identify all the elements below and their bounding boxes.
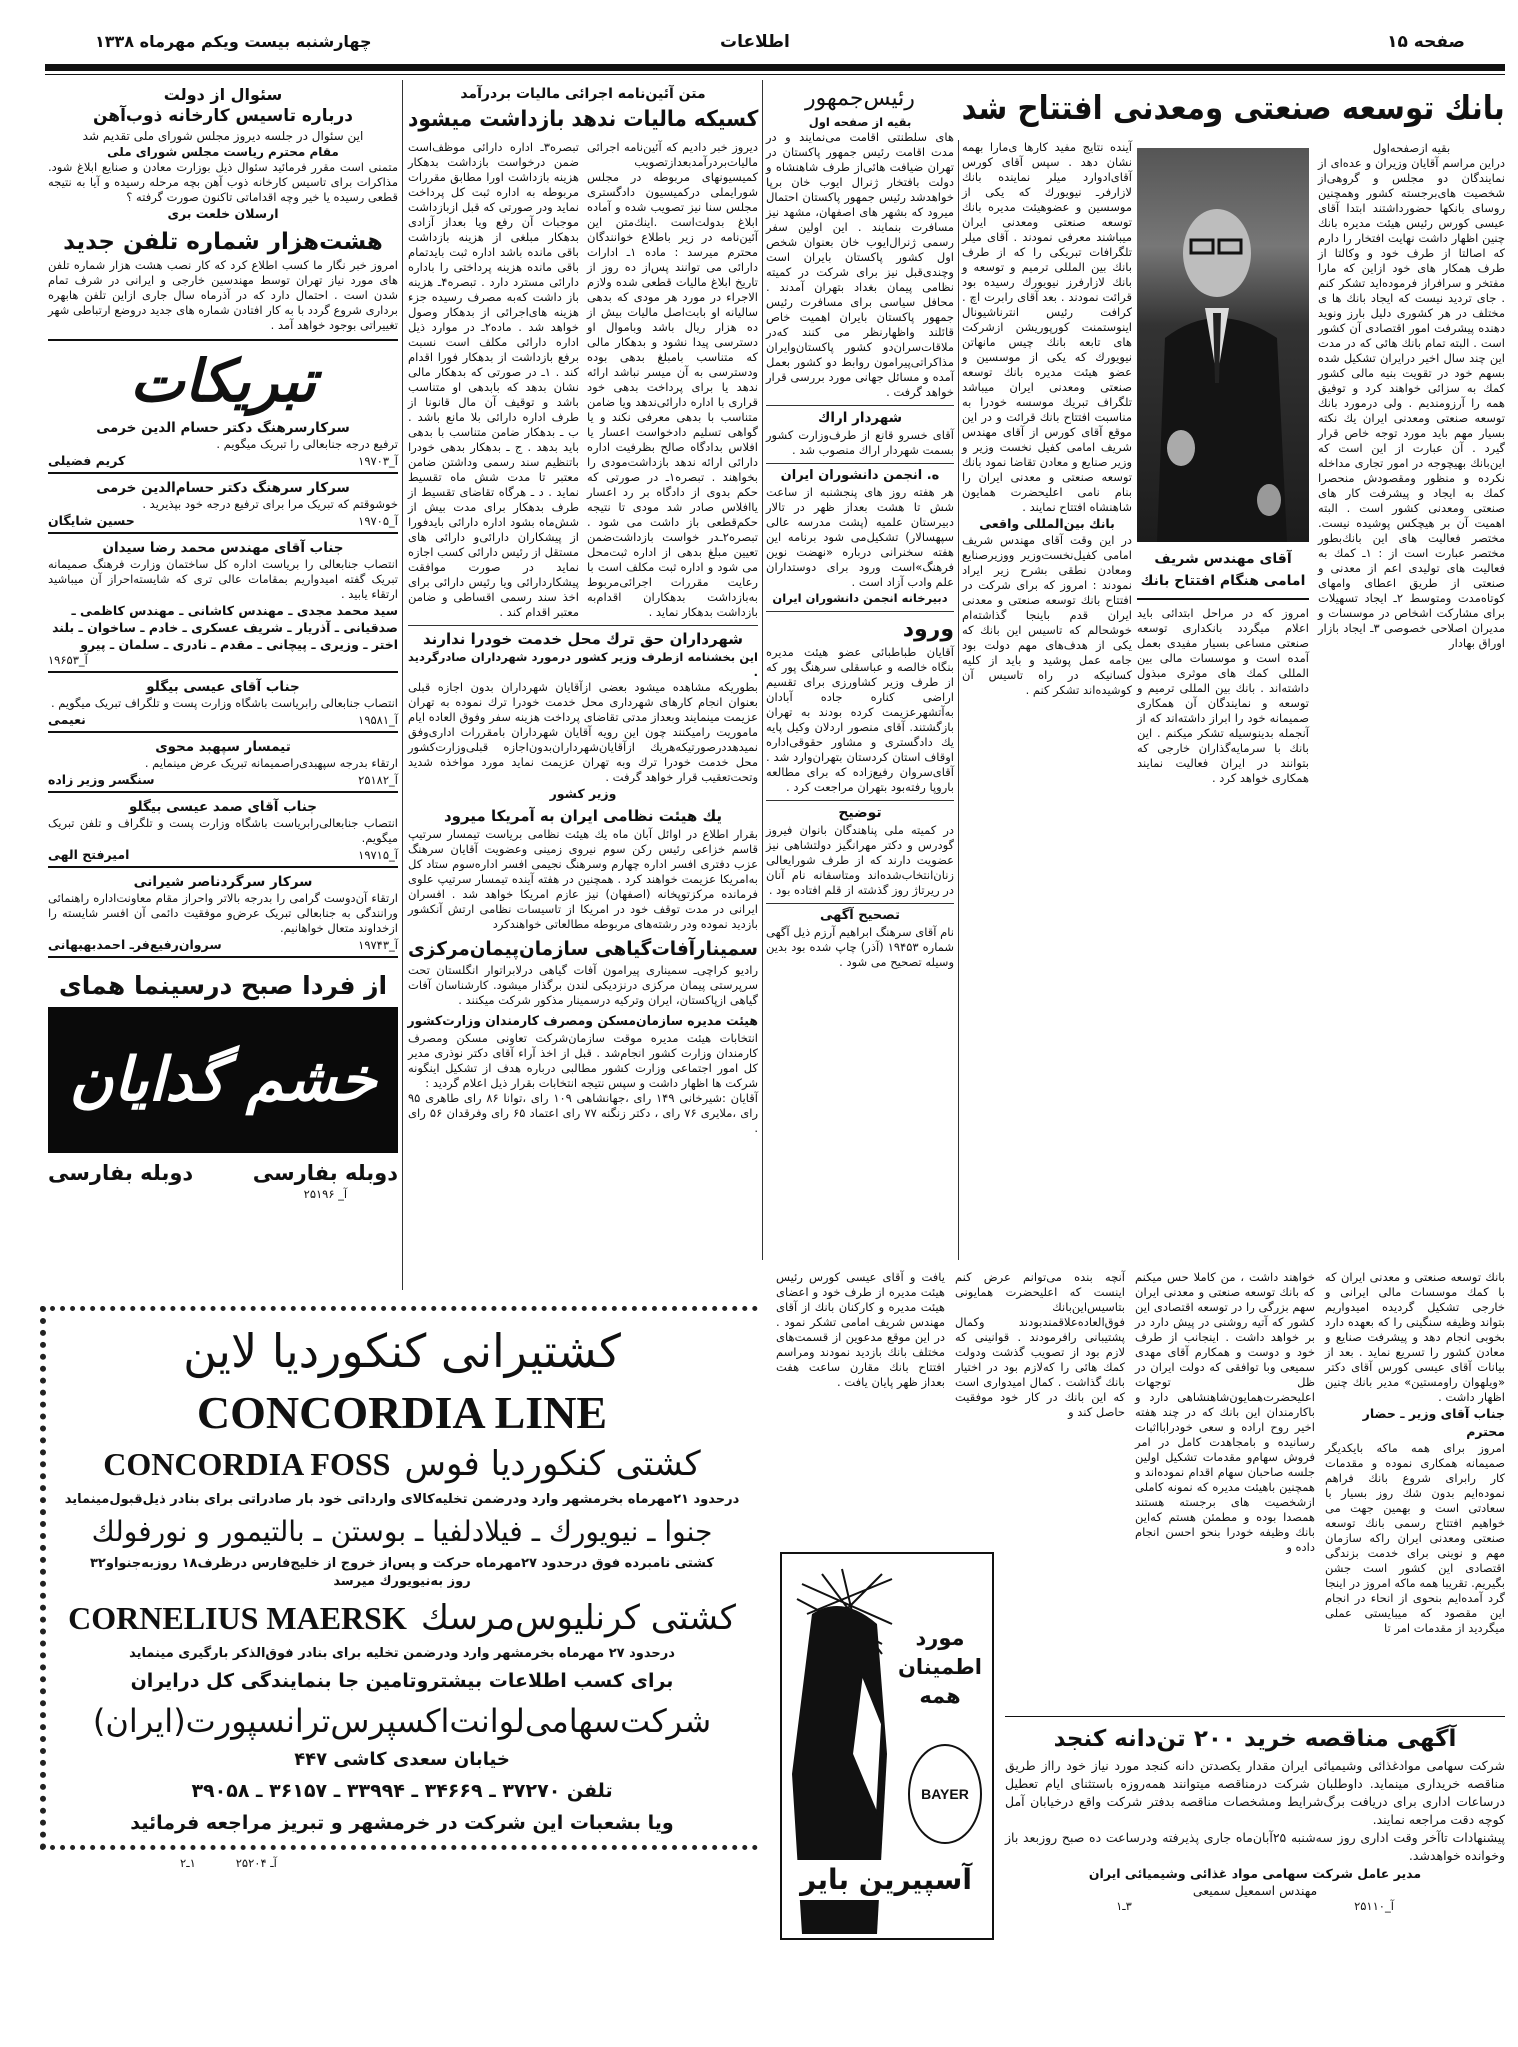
congrats-signature: سید محمد مجدی ـ مهندس کاشانی ـ مهندس کاظمی ـ صدقیانی ـ آذریار ـ شریف عسکری ـ خادم ـ ساخوان ـ بلند اختر ـ وزیری ـ پیچانی ـ مقدم ـ نادری ـ سلمان ـ پیرو — [52, 603, 398, 652]
congrats-signature: کریم فضیلی — [48, 453, 126, 468]
congrats-item — [48, 419, 398, 474]
article-military — [408, 806, 758, 932]
shipping-title-en: CONCORDIA LINE — [196, 1387, 608, 1438]
ad-reference: آ_۲۵۱۱۰ — [1354, 1899, 1394, 1913]
cinema-ad-headline: از فردا صبح درسینما همای — [58, 971, 388, 1000]
agent-phones: تلفن ۳۷۲۷۰ ـ ۳۴۶۶۹ ـ ۳۳۹۹۴ ـ ۳۶۱۵۷ ـ ۳۹۰۵۸ — [191, 1780, 613, 1802]
ship-name-fa: کشتی کرنلیوس‌مرسك — [420, 1598, 736, 1638]
article-signature: وزیر کشور — [549, 786, 617, 801]
newspaper-name: اطلاعات — [720, 32, 790, 52]
bayer-product: آسپیرین بایر — [800, 1863, 972, 1896]
article-body: هر هفته روز های پنجشنبه از ساعت شش تا هشت بعداز ظهر در تالار دبیرستان علمیه (پشت مدرسه عالی سپهسالار) تشکیل‌می شود برنامه این هفته سخنرانی درباره «نهضت نوین فرهنگ»است ورود برای دوستداران علم وادب آزاد است . — [766, 485, 954, 589]
article-seminar — [408, 936, 758, 1008]
article-subhead: جناب آقای وزیر ـ حضار محترم — [1362, 1406, 1505, 1439]
article-body: دیروز خبر دادیم که آئین‌نامه اجرائی مالیات‌بردرآمدبعدازتصویب کمیسیونهای مربوطه در مجلس شورایملی درکمیسیون دادگستری مجلس سنا نیز تصویب شده و آماده ابلاغ بدولت‌است .اینك‌متن این آئین‌نامه در زیر باطلاع خوانندگان محترم میرسد : ماده ۱ـ ادارات دارائی می توانند پس‌از ده روز از تاریخ ابلاغ مالیات قطعی شده ولازم الاجراء در مورد هر مودی که بدهی سالیانه او بابت‌اصل مالیات بیش از ده هزار ریال باشد وباموال او دسترسی پیدا نشود و بدهکار مالی که متناسب بامبلغ بدهی بوده ودسترسی به آن میسر نباشد ارائه ندهد یا برای پرداخت بدهی خود قراری با اداره دارائی‌ندهد ویا ضامن متناسب با بدهی معرفی نکند و یا گواهی تسلیم دادخواست اعسار یا افلاس بدادگاه صالح بظرفیت اداره دارائی ارائه ندهد بازداشت‌مودی را بخواهند . تبصره۱ـ در صورتی که حکم بدوی از دادگاه بر رد اعسار یاافلاس صادر شد مودی تا نتیجه حکم‌قطعی باز داشت می شود . تبصره۲ـدر خواست بازداشت‌ضمن تعیین مبلغ بدهی از اداره ثبت‌محل می شود و اداره ثبت مکلف است با رعایت مقررات اجرائی‌مربوط به‌بازداشت بدهکاران اقدام‌به بازداشت بدهکار نماید . — [587, 140, 759, 619]
issue-date: چهارشنبه بیست ویکم مهرماه ۱۳۳۸ — [95, 32, 372, 51]
ad-reference: ۱ـ۲ — [180, 1856, 196, 1870]
bayer-logo-text: BAYER — [921, 1786, 969, 1802]
cinema-ad — [48, 965, 398, 1202]
article-body: خواهند داشت ، من کاملا حس میکنم که بانك توسعه صنعتی و معدنی ایران سهم بزرگی را در توسعه اقتصادی این کشور که آتیه روشنی در پیش دارد در بر خواهد داشت . اینجانب از طرف خود و دوست و همکارم آقای مهدی سمیعی وبا توافقی که دولت ایران در ظل توجهات اعلیحضرت‌همایون‌شاهنشاهی دارد و باکارمندان این بانك که در چند هفته اخیر روح اراده و سعی خودرابااثبات رسانیده و بامجاهدت کامل در امر فروش سهام‌و مقدمات تشکیل اولین جلسه صاحبان سهام اقدام نموده‌اند و همچنین باهیئت مدیره که نمونه کاملی ازشخصیت های برجسته هستند همصدا بوده و مطمئن هستم که‌این بانك وظیفه خودرا بنحو احسن انجام داده و — [1135, 1270, 1315, 1554]
article-kicker: سئوال از دولت — [163, 85, 283, 104]
congrats-signature: امیرفتح الهی — [48, 847, 130, 862]
article-body: رادیو کراچی‌ـ سمیناری پیرامون آفات گیاهی درلابراتوار انگلستان تحت سرپرستی پیمان مرکزی درنزدیکی لندن برگذار میشود. کارشناسان آفات گیاهی ازپاکستان، ایران وترکیه درسمینار مذکور شرکت میکنند . — [408, 963, 758, 1007]
article-title: ورود — [902, 617, 954, 642]
article-title: شهردار اراك — [817, 410, 902, 426]
column-divider — [402, 80, 403, 1290]
article-title: يك هیئت نظامی ایران به آمریکا میرود — [443, 807, 723, 825]
bank-photo — [1137, 148, 1309, 542]
article-body: آنچه بنده می‌توانم عرض کنم اینست که اعلیحضرت همایونی بتاسیس‌این‌بانك فوق‌العاده‌علاقمندبودند وکمال پشتیبانی رافرمودند . قوانینی که لازم بود از تصویب گذشت ودولت کمك هائی را که‌لازم بود در اختیار بانك گذاشت . کمال امیدواری است که این بانك در کار خود موفقیت حاصل کند و — [955, 1270, 1125, 1419]
middle-column — [408, 84, 758, 1136]
divider — [48, 339, 398, 341]
article-subtitle: مقام محترم ریاست مجلس شورای ملی — [107, 145, 339, 159]
congrats-signature: نعیمی — [48, 712, 86, 727]
man-portrait-icon — [1137, 148, 1309, 542]
info-line: برای کسب اطلاعات بیشتروتامین جا بنمایندگی کل درایران — [130, 1670, 674, 1692]
article-title: ه. انجمن دانشوران ایران — [780, 468, 940, 483]
article-tax — [408, 84, 758, 620]
article-kicker: متن آئین‌نامه اجرائی مالیات بردرآمد — [460, 86, 706, 102]
article-body: بقرار اطلاع در اوائل آبان ماه يك هیئت نظامی بریاست تیمسار سرتیپ قاسم خزاعی رئیس رکن سوم نیروی زمینی وعضویت آقایان سرهنگ عزب دفتری افسر اداره چهارم وسرهنگ نجیمی افسر اداره‌سوم ستاد کل به‌امریکا عزیمت خواهند کرد . همچنین در هفته آینده تیمسار سرتیپ علوی فرمانده مرکزتوپخانه (اصفهان) نیز عازم امریکا خواهد شد . افسران ایرانی در مدت توقف خود در امریکا از تاسیسات نظامی ارتش آنکشور بازدید نموده ودر رشته‌های مربوطه مطالعاتی خواهندکرد — [408, 827, 758, 931]
article-body: آینده نتایج مفید کارها ی‌مارا بهمه نشان دهد . سپس آقای کورس آقای‌ادوارد میلر نماینده بانك لازارفرـ نیویورك که یکی از موسسین و عضوهیئت مدیره بانك توسعه صنعتی ومعدنی ایران میباشند معرفی نمودند . آقای میلر تلگرافات تبریکی را که از طرف بانك بین المللی ترمیم و توسعه و بانك لازارفرز نیویورك رسیده بود قرائت نمودند . بعد آقای رابرت اچ . کرافت رئیس انترناشیونال اینوستمنت کورپوریشن ازشرکت های تابعه بانك چیس مانهاتن نیویورك که یکی از موسسین و عضو هیئت مدیره بانك توسعه صنعتی ومعدنی ایران میباشد تلگراف تبریك موسسه خودرا به مناسبت افتتاح بانك قرائت و در این موقع آقای کورس از آقای مهندس شریف امامی کفیل نخست وزیر و وزیر صنایع و معادن تقاضا نمود بانك توسعه صنعتی و معدنی ایران را بنام نامی اعلیحضرت همایون شاهنشاه افتتاح نمایند . — [962, 140, 1132, 514]
article-correction — [766, 903, 954, 970]
bayer-logo — [908, 1744, 982, 1844]
header-rule-thin — [45, 74, 1505, 75]
congrats-title: جناب آقای مهندس محمد رضا سیدان — [102, 540, 344, 556]
article-scholars — [766, 463, 954, 606]
article-body: امروز خبر نگار ما کسب اطلاع کرد که کار نصب هشت هزار شماره تلفن های مورد نیاز تهران توسط مهندسین خارجی و ایرانی در شرف تمام شدن است . احتمال دارد که در آذرماه سال جاری ازاین تلفن هابهره برداری شروع گردد با به کار افتادن شماره های جدید دروضع ارتباطی شهر تغییراتی بوجود خواهد آمد . — [48, 258, 398, 332]
article-title: توضیح — [838, 805, 882, 821]
article-body: آقایان طباطبائی عضو هیئت مدیره بنگاه خالصه و عباسقلی سرهنگ پور که از طرف وزیر کشاورزی برای تقسیم اراضی کناره جاده آبادان به‌آتشهرعزیمت کرده بودند به تهران بازگشتند. آقای منصور اردلان وکیل پایه يك دادگستری و مشاور حقوقی‌اداره اوقاف استان کردستان بتهران‌وارد شد . آقای‌سروان رفیع‌زاده که برای مطالعه باروپا رفته‌بود بتهران مراجعت کرد . — [766, 645, 954, 794]
congrats-banner: تبریکات — [129, 347, 317, 415]
dubbed-label: دوبله بفارسی — [252, 1161, 398, 1185]
article-housing — [408, 1012, 758, 1136]
ports-list: جنوا ـ نیویورك ـ فیلادلفیا ـ بوستن ـ بالتیمور و نورفولك — [91, 1515, 713, 1548]
bank-col-closing-b — [776, 1270, 945, 1390]
ad-reference: آ_ ۲۵۱۹۶ — [303, 1187, 348, 1201]
congrats-signature: حسین شایگان — [48, 513, 135, 528]
ad-reference: آ_۱۹۷۰۳ — [358, 454, 398, 468]
bank-col-left — [962, 140, 1132, 698]
column-divider — [958, 140, 959, 1260]
congrats-body: ارتقاء آن‌دوست گرامی را بدرجه بالاتر واحراز مقام معاونت‌اداره راهنمائی ورانندگی به جنابعالی تبریک عرض‌و موفقیت دائمی آن افسر شایسته را ازخداوند متعال خواهانیم. — [48, 891, 398, 935]
agent-branches: ویا بشعبات این شرکت در خرمشهر و تبریز مراجعه فرمائید — [130, 1812, 674, 1834]
ship-note: درحدود ۲۱مهرماه بخرمشهر وارد ودرضمن تخلیه‌کالای وارداتی خود بار صادراتی برای بنادر ذیل‌قبول‌مینماید — [64, 1492, 740, 1507]
article-body: یافت و آقای عیسی کورس رئیس هیئت مدیره از طرف خود و اعضای هیئت مدیره و کارکنان بانك از آقای مهندس شریف امامی تشکر نمود . در این موقع مدعوین از قسمت‌های مختلف بانك بازدید نمودند ومراسم افتتاح بانك مقارن ساعت هفت بعداز ظهر پایان یافت . — [776, 1270, 945, 1389]
article-signature: ارسلان خلعت بری — [167, 206, 279, 221]
shipping-ad-wrapper — [40, 1306, 758, 1871]
ad-reference: آ_۱۹۶۵۳ — [48, 653, 88, 667]
tender-signatory: مهندس اسمعیل سمیعی — [1192, 1883, 1318, 1898]
article-body: نام آقای سرهنگ ابراهیم آرزم ذیل آگهی شماره ۱۹۴۵۳ (آذر) چاپ شده بود بدین وسیله تصحیح می شود . — [766, 925, 954, 969]
article-title: کسیکه مالیات ندهد بازداشت میشود — [407, 107, 759, 132]
ship-name-en: CORNELIUS MAERSK — [68, 1600, 407, 1636]
ad-reference: آ_۲۵۱۸۲ — [358, 773, 398, 787]
article-body: های سلطنتی اقامت می‌نمایند و در مدت اقامت رئیس جمهور پاکستان در تهران ضیافت هائی‌از طرف شاهنشاه و دولت بافتخار ژنرال ایوب خان برپا خواهدشد رئیس جمهور پاکستان احتمال میرود که بشهر های اصفهان، مشهد نیز مسافرت بنمایند . این اولین سفر رسمی ژنرال‌ایوب خان بعنوان شخص اول کشور پاکستان بایران است وچندی‌قبل نیز برای شرکت در کمیته نظامی پیمان بغداد بتهران آمدند . محافل سیاسی برای مسافرت رئیس جمهور پاکستان بایران اهمیت خاص قائلند واظهارنظر می کنند که‌در ملاقات‌سران‌دو کشور پاکستان‌وایران مذاکراتی‌پیرامون روابط دو کشور بعمل آمده و مسائل جهانی مورد بررسی قرار خواهد گرفت . — [766, 130, 954, 399]
congrats-body: ترفیع درجه جنابعالی را تبریک میگویم . — [216, 437, 398, 451]
article-body: متمنی است مقرر فرمائید سئوال ذیل بوزارت معادن و صنایع ابلاغ شود. مذاکرات برای تاسیس کارخانه ذوب آهن بچه مرحله رسیده و آیا به نتیجه قطعی رسیده یا خیر وچه اقداماتی تاکنون صورت گرفته ؟ — [48, 160, 398, 204]
article-title: هشت‌هزار شماره تلفن جدید — [63, 229, 383, 255]
congrats-item — [48, 678, 398, 733]
article-title: شهرداران حق ترك محل خدمت خودرا ندارند — [423, 630, 743, 648]
third-column — [766, 84, 954, 970]
election-results: آقایان :شیرخانی ۱۴۹ رای ،جهانشاهی ۱۰۹ رای ،توانا ۸۶ رای طاهری ۹۵ رای ،ملایری ۷۶ رای ، دکتر زنگنه ۷۷ رای اعتماد ۶۵ رای وفرقدان ۵۶ رای . — [408, 1091, 758, 1135]
congrats-item — [48, 798, 398, 868]
congrats-title: جناب آقای صمد عیسی بیگلو — [128, 799, 317, 815]
agent-address: خیابان سعدی کاشی ۴۴۷ — [294, 1749, 510, 1770]
ship-note: درحدود ۲۷ مهرماه بخرمشهر وارد ودرضمن تخلیه برای بنادر فوق‌الذکر بارگیری مینماید — [129, 1646, 675, 1661]
article-arrival — [766, 611, 954, 795]
congrats-body: انتصاب جنابعالی رابریاست باشگاه وزارت پست و تلگراف تبریک میگویم . — [50, 696, 398, 710]
agent-company: شرکت‌سهامی‌لوانت‌اکسپرس‌ترانسپورت(ایران) — [92, 1702, 712, 1740]
bayer-slogan: مورد اطمینان همه — [892, 1624, 988, 1711]
article-president — [766, 84, 954, 400]
bank-col-right — [1318, 140, 1505, 651]
tender-signature: مدیر عامل شرکت سهامی مواد غذائی وشیمیائی ایران — [1088, 1866, 1422, 1881]
article-body: بانك توسعه صنعتی و معدنی ایران که با کمك موسسات مالی ایرانی و خارجی تشکیل گردیده امیدواریم بتواند وظیفه سنگینی را که بعهده دارد بخوبی انجام دهد و پیشرفت صنایع و معادن کشور را تسریع نماید . بعد از بیانات آقای عیسی کورس آقای دکتر «ویلهوان راومستین» مدیر بانك چنین اظهار داشت . — [1325, 1270, 1505, 1404]
shipping-ad — [40, 1306, 758, 1850]
congrats-item — [48, 479, 398, 534]
bank-headline: بانك توسعه صنعتی ومعدنی افتتاح شد — [961, 88, 1506, 127]
column-divider — [762, 80, 763, 1260]
ship-name-en: CONCORDIA FOSS — [103, 1446, 391, 1482]
article-subtitle: این سئوال در جلسه دیروز مجلس شورای ملی تقدیم شد — [82, 129, 364, 143]
ad-reference: آ_۱۹۷۴۳ — [358, 938, 398, 952]
article-body: امروز برای همه ماکه بایکدیگر صمیمانه همکاری نموده و مقدمات کار رابرای شروع بانك فراهم نموده‌ایم بدون شك روز بسیار با سعادتی است و بهمین جهت می خواهیم افتتاح رسمی بانك توسعه صنعتی ومعدنی ایران راکه سازمان مهم و نوینی برای خدمت بزندگی اقتصادی این کشور است جشن بگیریم. تقریبا همه ماکه امروز در اینجا گرد آمده‌ایم بنحوی از انحاء در انجام این مقصود که میبایستی عملی میگردید از مقدمات امر تا — [1325, 1441, 1505, 1635]
article-clarification — [766, 800, 954, 898]
article-body: آقای خسرو قانع از طرف‌وزارت کشور بسمت شهردار اراك منصوب شد . — [766, 428, 954, 457]
tender-ad — [1005, 1716, 1505, 1914]
congrats-body: خوشوقتم که تبریک مرا برای ترفیع درجه خود بپذیرید . — [142, 497, 398, 511]
bank-col-thanks — [1135, 1270, 1315, 1555]
shipping-title-fa: کشتیرانی کنکوردیا لاین — [183, 1324, 621, 1378]
article-subhead: بانك بین‌المللی واقعی — [979, 516, 1115, 531]
bank-col-mid — [1137, 548, 1309, 786]
congrats-title: سرکار سرگردناصر شیرانی — [133, 874, 313, 890]
congrats-signature: سروان‌رفیع‌فر‌ـ احمدبهبهانی — [48, 937, 222, 952]
article-body: بطوریکه مشاهده میشود بعضی ازآقایان شهرداران بدون اجازه قبلی بعنوان انجام کارهای شهرداری محل خدمت خودرا ترك نموده به تهران عزیمت مینمایند وبعداز مدتی تقاضای پرداخت هزینه سفر وفوق العاده ایام ماموریت رامیکنند چون این رویه آقایان شهرداران بامقررات اداری‌وفق نمیدهددرصورتیکه‌هریك ازآقایان‌شهرداران‌بدون‌اجازه قبلی‌وزارت‌کشور محل خدمت خودرا ترك وبه تهران عزیمت نماید مورد مواخذه شدید وتحت‌تعقیب قرار خواهد گرفت . — [408, 680, 758, 784]
congrats-item — [48, 873, 398, 958]
congrats-list — [48, 419, 398, 963]
article-body: دراین مراسم آقایان وزیران و عده‌ای از نمایندگان دو مجلس و گروهی‌از شخصیت های‌برجسته کشور وهمچنین روسای بانکها حضورداشتند ابتدا آقای عیسی کورس رئیس هیئت مدیره بانك چنین اظهار داشت نهایت افتخار را دارم که اصالتا از طرف خود و وکالتا از طرف همکار های خود ازاین که مارا مفتخر و سرافراز فرموده‌اید تشکر کنم . جای تردید نیست که ایجاد بانك ها ی مختلف در هر کشوری دلیل بارز ونوید دهنده پیشرفت امور اقتصادی آن کشور است . البته تمام بانك هائی که در مدت این چند سال اخیر درایران تشکیل شده بسهم خود در تقویت بنیه مالی کشور کمك به سزائی خواهند کرد و توفیق همه را آرزومندیم . ولی درمورد بانك توسعه صنعتی ومعدنی ایران يك نکته بسیار مهم باید مورد توجه خاص قرار گیرد . آن عبارت از این است که این‌بانك بهیچوجه در امور تجاری مداخله نکرده و منظور ومقصودش منحصرا کمك به ایجاد و پیشرفت کار های صنعتی ومعدنی کشور است . البته اهمیت آن بر هیچکس پوشیده نیست. مختصر فعالیت های این بانك‌بطور مختصر عبارت است از : ۱ـ کمك به فعالیت های تولیدی اعم از معدنی و صنعتی از طریق اعطای وامهای کوتاه‌مدت ومتوسط ۲ـ ایجاد تسهیلات برای مشارکت اشخاص در موسسات و مدیران اصلاحی خصوصی ۳ـ ایجاد بازار اوراق بهادار — [1318, 156, 1506, 650]
ad-reference: آـ ۲۵۲۰۴ — [235, 1856, 277, 1870]
dubbed-label: دوبله بفارسی — [48, 1161, 194, 1185]
article-title: تصحیح آگهی — [819, 908, 900, 923]
ship-route: کشتی نامبرده فوق درحدود ۲۷مهرماه حرکت و پس‌از خروج از خلیج‌فارس درظرف۱۸ روزبه‌جنوا‌و۳۲ روز به‌نیویورك میرسد — [90, 1556, 714, 1589]
photo-caption: آقای مهندس شریف امامی هنگام افتتاح بانك — [1137, 548, 1309, 600]
ad-reference: آ_۱۹۷۰۵ — [358, 514, 398, 528]
tender-body: شرکت سهامی موادغذائی وشیمیائی ایران مقدار یکصدتن دانه کنجد مورد نیاز خود رااز طریق مناقصه خریداری مینماید. داوطلبان شرکت درمناقصه میتوانند همه‌روزه باستثنای ایام تعطیل درساعات اداری برای دریافت برگ‌شرایط ومشخصات مناقصه بدفتر شرکت واقع درخیابان آمل کوچه دقت مراجعه نمایند. — [1005, 1758, 1505, 1827]
ad-reference: آ_۱۹۵۸۱ — [358, 713, 398, 727]
article-title: هیئت مدیره سازمان‌مسکن ومصرف کارمندان وزارت‌کشور — [407, 1014, 759, 1029]
article-body: تبصره۳ـ اداره دارائی موظف‌است ضمن درخواست بازداشت بدهکار هزینه بازداشت اورا مطابق مقررات مربوطه به اداره ثبت کل پرداخت نماید ودر صورتی که قبل ازبازداشت موجبات آن رفع ویا بعداز آزادی بدهکار مبلغی از هزینه بازداشت باقی مانده باشد اداره ثبت بایدتمام باقی مانده هزینه پرداختی را باداره دارائی مسترد دارد . تبصره۴ـ هزینه باز داشت که‌به مصرف رسیده جزء هزینه های‌اجرائی از بدهکار وصول خواهد شد . ماده۲ـ در موارد ذیل اداره دارائی مکلف است نسبت برفع بازداشت از بدهکار فورا اقدام کند . ۱ـ در صورتی که بدهکار مالی نشان بدهد که بابدهی او متناسب باشد و توقیف آن مال قانونا از طرف اداره دارائی بلا مانع باشد . ب ـ بدهکار ضامن متناسب با بدهی باید بدهد . ج ـ بدهکار بدهی خودرا باتنظیم سند رسمی وداشتن ضامن معتبر تا مدت شش ماه تقسیط نماید . د ـ هرگاه تقاضای تقسیط از طرف بدهکار برای مدت بیش از شش‌ماه بشود اداره دارائی بایدفورا از پیشکاران دارائی‌و دارائی های مستقل از رئیس دارائی کسب اجازه نماید در صورت موافقت پیشکاردارائی ویا رئیس دارائی برای اخذ سند رسمی اقساطی و ضامن معتبر اقدام کند . — [408, 140, 579, 619]
page-header — [40, 28, 1505, 58]
congrats-item — [48, 539, 398, 673]
film-title-panel — [48, 1007, 398, 1153]
article-title: رئیس‌جمهور — [805, 86, 915, 111]
left-column — [48, 84, 398, 1202]
bank-col-far — [1325, 1270, 1505, 1636]
tender-title: آگهی مناقصه خرید ۲۰۰ تن‌دانه کنجد — [1053, 1726, 1457, 1752]
article-phones — [48, 226, 398, 333]
article-lead: این بخشنامه ازطرف وزیر کشور درمورد شهرداران صادرگردید . — [408, 650, 758, 679]
article-subtitle: بقیه از صفحه اول — [808, 115, 912, 129]
page-number: صفحه ۱۵ — [1387, 32, 1465, 52]
article-body: امروز که در مراحل ابتدائی باید اعلام میگردد بانکداری توسعه صنعتی مساعی بسیار مفیدی بعمل آمده است و موسسات مالی بین المللی کمك های موثری مبذول داشته‌اند . بانك بین المللی ترمیم و توسعه و نمایندگان آن همکاری صمیمانه خود را ابراز داشته‌اند که از آنجمله بدینوسیله تشکر میکنم . این بانك با سرمایه‌گذاران خارجی که بتوانند در ایران فعالیت نمایند همکاری خواهد کرد . — [1137, 606, 1309, 785]
ad-reference: ۳ـ۱ — [1116, 1899, 1132, 1913]
article-arak — [766, 405, 954, 458]
ship-name-fa: کشتی کنکوردیا فوس — [404, 1444, 701, 1484]
congrats-title: سرکار سرهنگ دکتر حسام‌الدین خرمی — [96, 480, 350, 496]
congrats-body: انتصاب جنابعالی‌رابریاست باشگاه وزارت پست و تلگراف و تلفن تبریک میگویم. — [48, 816, 398, 845]
header-rule — [45, 64, 1505, 71]
article-subtitle: بقیه ازصفحه‌اول — [1372, 141, 1451, 155]
article-body: در این وقت آقای مهندس شریف امامی کفیل‌نخست‌وزیر ووزیرصنایع ومعادن نطقی بشرح زیر ایراد نمودند : امروز که برای شرکت در افتتاح بانك توسعه صنعتی و معدنی ایران قدم باینجا گذاشته‌ام خوشحالم که تاسیس این بانك که یکی از هدف‌های مهم دولت بود جامه عمل پوشید و باید از کلیه کسانیکه در راه تاسیس آن کوشیده‌اند تشکر کنم . — [962, 533, 1132, 697]
bayer-ad — [780, 1552, 994, 1940]
ad-reference: آ_۱۹۷۱۵ — [358, 848, 398, 862]
article-body: انتخابات هیئت مدیره موقت سازمان‌شرکت تعاونی مسکن ومصرف کارمندان وزارت کشور انجام‌شد . قبل از اخذ آراء آقای دکتر نوذری مدیر کل امور اجتماعی وزارت کشور مطالبی درباره هدف از تشکیل اینگونه شرکت ها اظهار داشت و سپس نتیجه انتخابات بقرار ذیل اعلام گردید : — [408, 1031, 758, 1090]
article-signature: دبیرخانه انجمن دانشوران ایران — [772, 591, 948, 605]
article-title: درباره تاسیس کارخانه ذوب‌آهن — [93, 106, 353, 126]
congrats-title: تیمسار سپهبد محوی — [155, 739, 291, 755]
article-question — [48, 84, 398, 222]
congrats-item — [48, 738, 398, 793]
article-title: سمینارآفات‌گیاهی سازمان‌پیمان‌مرکزی — [408, 938, 758, 960]
congrats-title: سرکارسرهنگ دکتر حسام الدین خرمی — [96, 420, 350, 436]
tender-deadline: پیشنهادات تاآخر وقت اداری روز سه‌شنبه ۲۵آبان‌ماه جاری پذیرفته ودرساعت ده صبح روزبعد باز وخوانده خواهدشد. — [1005, 1830, 1505, 1863]
congrats-title: جناب آقای عیسی بیگلو — [146, 679, 300, 695]
article-mayors — [408, 625, 758, 802]
congrats-signature: سنگسر وزیر زاده — [48, 772, 155, 787]
congrats-body: انتصاب جنابعالی را بریاست اداره کل ساختمان وزارت فرهنگ صمیمانه تبریک گفته امیدواریم بمقامات عالی تری که شایسته‌احراز آن میباشید ارتقاء یابید . — [48, 557, 398, 601]
congrats-body: ارتقاء بدرجه سپهبدی‌راصمیمانه تبریک عرض مینمایم . — [144, 756, 398, 770]
bank-col-closing-a — [955, 1270, 1125, 1420]
article-body: در کمیته ملی پناهندگان بانوان فیروز گودرس و دکتر مهرانگیز دولتشاهی نیز عضویت دارند که از طرف شورایعالی زنان‌انتخاب‌شده‌اند ومتاسفانه نام آنان در ریرتاژ روز گذشته از قلم افتاده بود . — [766, 823, 954, 897]
film-title: خشم گدایان — [69, 1045, 377, 1115]
